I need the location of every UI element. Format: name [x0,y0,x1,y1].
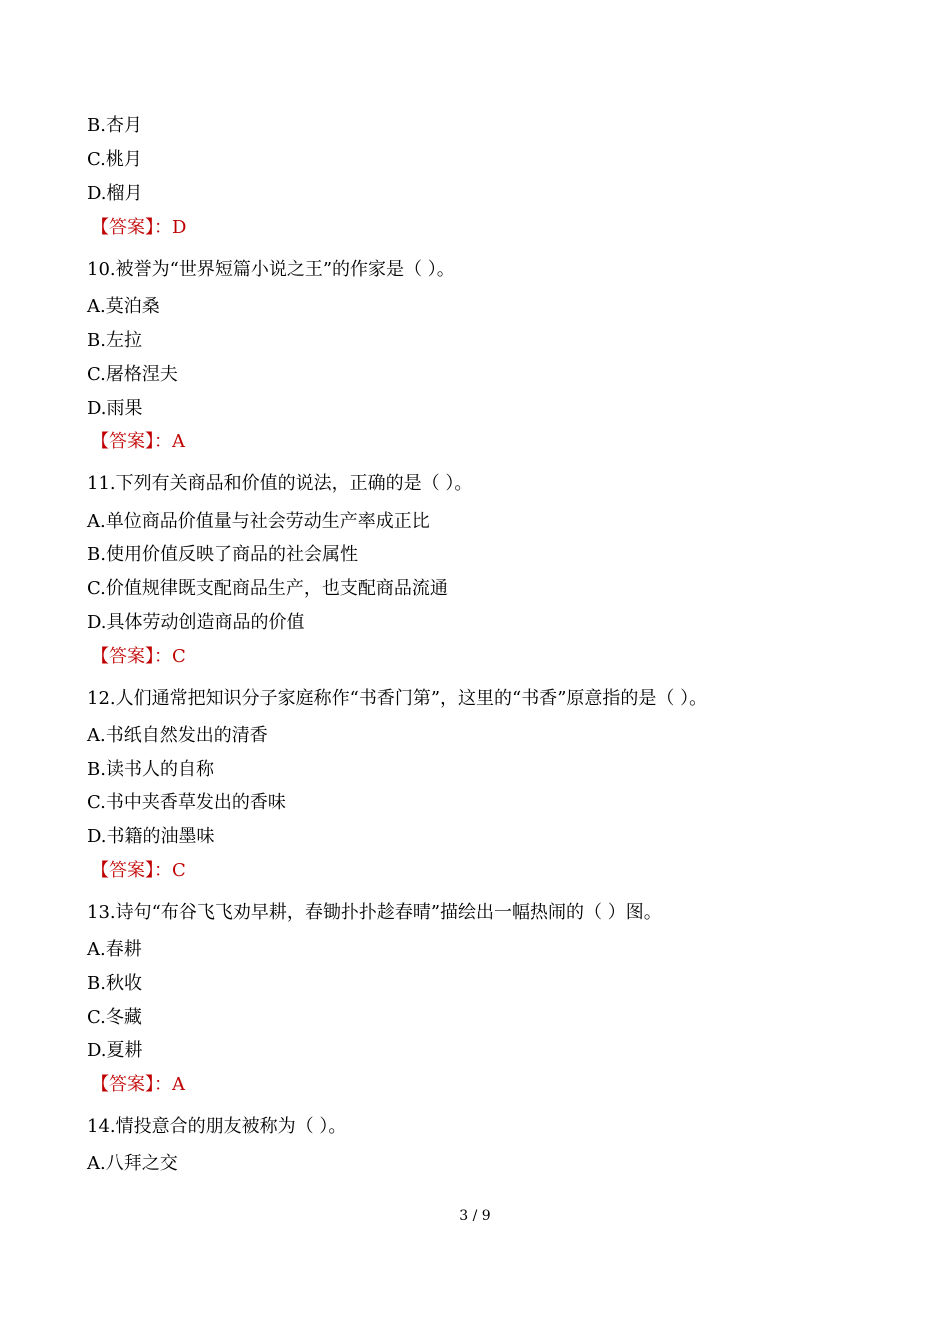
option-line: D.榴月 [87,183,143,204]
answer-line: 【答案】：A [91,431,185,452]
option-line: B.杏月 [87,115,142,136]
option-line: D.书籍的油墨味 [87,826,215,847]
question-line: 14.情投意合的朋友被称为（ ）。 [87,1116,347,1137]
question-line: 11.下列有关商品和价值的说法，正确的是（ ）。 [87,473,473,494]
option-line: C.桃月 [87,149,142,170]
answer-line: 【答案】：A [91,1074,185,1095]
option-line: A.书纸自然发出的清香 [87,725,268,746]
option-line: C.屠格涅夫 [87,364,178,385]
option-line: B.秋收 [87,973,142,994]
answer-line: 【答案】：C [91,646,186,667]
option-line: A.单位商品价值量与社会劳动生产率成正比 [87,511,430,532]
option-line: C.价值规律既支配商品生产，也支配商品流通 [87,578,448,599]
question-line: 13.诗句“布谷飞飞劝早耕，春锄扑扑趁春晴”描绘出一幅热闹的（ ）图。 [87,902,662,923]
option-line: A.八拜之交 [87,1153,178,1174]
page-number: 3 / 9 [459,1208,491,1224]
option-line: D.夏耕 [87,1040,143,1061]
question-line: 10.被誉为“世界短篇小说之王”的作家是（ ）。 [87,259,455,280]
answer-line: 【答案】：C [91,860,186,881]
option-line: D.雨果 [87,398,143,419]
option-line: B.左拉 [87,330,142,351]
answer-line: 【答案】：D [91,217,187,238]
option-line: D.具体劳动创造商品的价值 [87,612,305,633]
option-line: C.书中夹香草发出的香味 [87,792,286,813]
option-line: C.冬藏 [87,1007,142,1028]
question-line: 12.人们通常把知识分子家庭称作“书香门第”，这里的“书香”原意指的是（ ）。 [87,688,708,709]
option-line: B.读书人的自称 [87,759,214,780]
option-line: B.使用价值反映了商品的社会属性 [87,544,358,565]
option-line: A.春耕 [87,939,142,960]
option-line: A.莫泊桑 [87,296,160,317]
